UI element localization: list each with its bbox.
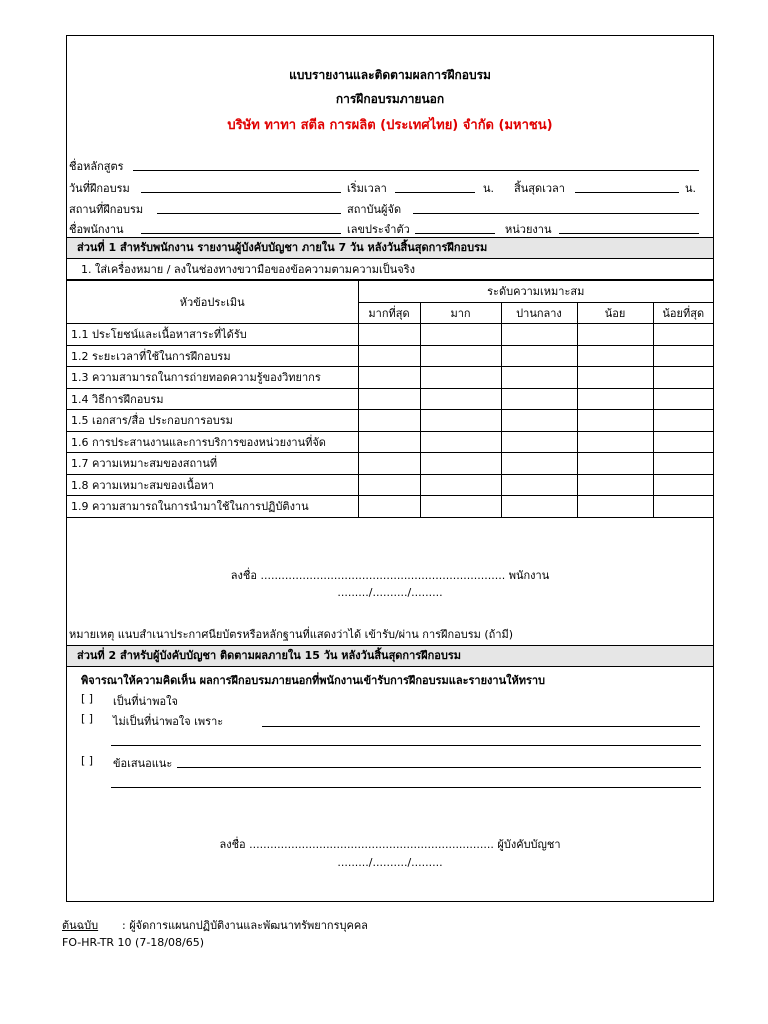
- rating-cell[interactable]: [358, 388, 420, 410]
- item-label: 1.7 ความเหมาะสมของสถานที่: [67, 453, 358, 475]
- rating-cell[interactable]: [358, 367, 420, 389]
- rating-cell[interactable]: [653, 431, 713, 453]
- sign-label: ลงชื่อ: [230, 569, 257, 582]
- item-label: 1.2 ระยะเวลาที่ใช้ในการฝึกอบรม: [67, 345, 358, 367]
- organizer-label: สถาบันผู้จัด: [347, 203, 402, 216]
- rating-cell[interactable]: [420, 431, 501, 453]
- rating-cell[interactable]: [358, 345, 420, 367]
- start-hour-unit: น.: [483, 182, 495, 195]
- rating-cell[interactable]: [653, 410, 713, 432]
- level-col: ปานกลาง: [501, 302, 577, 324]
- rating-cell[interactable]: [653, 324, 713, 346]
- end-hour-unit: น.: [685, 182, 697, 195]
- checkbox-satisfied[interactable]: [ ]: [81, 692, 94, 705]
- rating-cell[interactable]: [501, 431, 577, 453]
- rating-cell[interactable]: [577, 431, 653, 453]
- rating-cell[interactable]: [358, 324, 420, 346]
- table-row: [67, 453, 713, 475]
- rating-cell[interactable]: [577, 453, 653, 475]
- option-unsatisfied: ไม่เป็นที่น่าพอใจ เพราะ: [113, 715, 224, 728]
- employee-label: ชื่อพนักงาน: [69, 223, 124, 236]
- table-row: [67, 431, 713, 453]
- rating-cell[interactable]: [358, 496, 420, 518]
- rating-cell[interactable]: [501, 345, 577, 367]
- rating-cell[interactable]: [358, 474, 420, 496]
- topic-header: หัวข้อประเมิน: [67, 281, 358, 324]
- item-label: 1.6 การประสานงานและการบริการของหน่วยงานที่จัด: [67, 431, 358, 453]
- form-code: FO-HR-TR 10 (7-18/08/65): [62, 936, 204, 949]
- part1-instruction: 1. ใส่เครื่องหมาย / ลงในช่องทางขวามือของข้อความตามความเป็นจริง: [67, 259, 713, 280]
- checkbox-unsatisfied[interactable]: [ ]: [81, 712, 94, 725]
- sign-label: ลงชื่อ: [219, 838, 246, 851]
- start-time-label: เริ่มเวลา: [347, 182, 387, 195]
- checkbox-suggestion[interactable]: [ ]: [81, 754, 94, 767]
- level-col: มาก: [420, 302, 501, 324]
- department-field[interactable]: [559, 233, 699, 234]
- table-row: [67, 388, 713, 410]
- rating-cell[interactable]: [358, 431, 420, 453]
- rating-cell[interactable]: [577, 388, 653, 410]
- suggestion-field-line2[interactable]: [111, 787, 701, 788]
- table-row: [67, 345, 713, 367]
- level-col: น้อยที่สุด: [653, 302, 713, 324]
- place-field[interactable]: [157, 213, 341, 214]
- organizer-field[interactable]: [413, 213, 699, 214]
- rating-cell[interactable]: [358, 453, 420, 475]
- rating-cell[interactable]: [501, 367, 577, 389]
- rating-cell[interactable]: [420, 474, 501, 496]
- part2-heading: ส่วนที่ 2 สำหรับผู้บังคับบัญชา ติดตามผลภายใน 15 วัน หลังวันสิ้นสุดการฝึกอบรม: [67, 645, 713, 667]
- form-subtitle: การฝึกอบรมภายนอก: [335, 92, 445, 106]
- reason-field-line2[interactable]: [111, 745, 701, 746]
- rating-cell[interactable]: [501, 496, 577, 518]
- table-row: [67, 410, 713, 432]
- rating-cell[interactable]: [577, 367, 653, 389]
- item-label: 1.1 ประโยชน์และเนื้อหาสาระที่ได้รับ: [67, 324, 358, 346]
- option-suggestion: ข้อเสนอแนะ: [113, 757, 173, 770]
- form-title: แบบรายงานและติดตามผลการฝึกอบรม: [289, 68, 491, 82]
- company-name: บริษัท ทาทา สตีล การผลิต (ประเทศไทย) จำกัด (มหาชน): [227, 118, 553, 133]
- rating-cell[interactable]: [501, 453, 577, 475]
- course-label: ชื่อหลักสูตร: [69, 160, 124, 173]
- rating-cell[interactable]: [501, 388, 577, 410]
- reason-field[interactable]: [262, 726, 700, 727]
- rating-cell[interactable]: [577, 410, 653, 432]
- rating-cell[interactable]: [420, 496, 501, 518]
- level-col: มากที่สุด: [358, 302, 420, 324]
- course-field[interactable]: [133, 170, 699, 171]
- rating-cell[interactable]: [577, 496, 653, 518]
- option-satisfied: เป็นที่น่าพอใจ: [113, 695, 178, 708]
- rating-cell[interactable]: [653, 496, 713, 518]
- employee-signature-line[interactable]: [67, 566, 713, 584]
- part1-heading: ส่วนที่ 1 สำหรับพนักงาน รายงานผู้บังคับบัญชา ภายใน 7 วัน หลังวันสิ้นสุดการฝึกอบรม: [67, 237, 713, 259]
- rating-cell[interactable]: [501, 324, 577, 346]
- original-label: ต้นฉบับ: [62, 919, 99, 932]
- rating-cell[interactable]: [420, 367, 501, 389]
- rating-cell[interactable]: [653, 367, 713, 389]
- sign-dots: ......................................................................: [249, 838, 494, 851]
- supervisor-sign-date[interactable]: ........./........../.........: [337, 856, 443, 869]
- employee-id-label: เลขประจำตัว: [347, 223, 410, 236]
- sign-dots: ......................................................................: [260, 569, 506, 582]
- part2-instruction: พิจารณาให้ความคิดเห็น ผลการฝึกอบรมภายนอกที่พนักงานเข้ารับการฝึกอบรมและรายงานให้ทราบ: [81, 674, 546, 687]
- rating-cell[interactable]: [501, 410, 577, 432]
- date-label: วันที่ฝึกอบรม: [69, 182, 130, 195]
- end-time-field[interactable]: [575, 192, 679, 193]
- rating-cell[interactable]: [420, 324, 501, 346]
- rating-cell[interactable]: [358, 410, 420, 432]
- rating-cell[interactable]: [653, 388, 713, 410]
- date-field[interactable]: [141, 192, 341, 193]
- rating-cell[interactable]: [577, 345, 653, 367]
- rating-cell[interactable]: [420, 388, 501, 410]
- level-header: ระดับความเหมาะสม: [358, 281, 713, 303]
- end-time-label: สิ้นสุดเวลา: [514, 182, 565, 195]
- original-value: : ผู้จัดการแผนกปฏิบัติงานและพัฒนาทรัพยากรบุคคล: [122, 919, 368, 932]
- evaluation-table: [67, 280, 713, 518]
- item-label: 1.8 ความเหมาะสมของเนื้อหา: [67, 474, 358, 496]
- sign-role: พนักงาน: [508, 569, 550, 582]
- rating-cell[interactable]: [501, 474, 577, 496]
- table-row: [67, 367, 713, 389]
- item-label: 1.9 ความสามารถในการนำมาใช้ในการปฏิบัติงาน: [67, 496, 358, 518]
- sign-role: ผู้บังคับบัญชา: [497, 838, 561, 851]
- rating-cell[interactable]: [577, 324, 653, 346]
- level-col: น้อย: [577, 302, 653, 324]
- employee-id-field[interactable]: [415, 233, 495, 234]
- rating-cell[interactable]: [420, 453, 501, 475]
- suggestion-field[interactable]: [177, 767, 701, 768]
- form-frame: [66, 35, 714, 902]
- employee-sign-date[interactable]: ........./........../.........: [337, 586, 443, 599]
- rating-cell[interactable]: [653, 453, 713, 475]
- table-row: [67, 496, 713, 518]
- rating-cell[interactable]: [420, 345, 501, 367]
- department-label: หน่วยงาน: [505, 223, 552, 236]
- item-label: 1.5 เอกสาร/สื่อ ประกอบการอบรม: [67, 410, 358, 432]
- rating-cell[interactable]: [653, 345, 713, 367]
- employee-field[interactable]: [141, 233, 341, 234]
- note: หมายเหตุ แนบสำเนาประกาศนียบัตรหรือหลักฐานที่แสดงว่าได้ เข้ารับ/ผ่าน การฝึกอบรม (ถ้ามี): [69, 628, 514, 641]
- rating-cell[interactable]: [577, 474, 653, 496]
- start-time-field[interactable]: [395, 192, 475, 193]
- rating-cell[interactable]: [420, 410, 501, 432]
- place-label: สถานที่ฝึกอบรม: [69, 203, 144, 216]
- supervisor-signature-line[interactable]: [67, 835, 713, 853]
- item-label: 1.4 วิธีการฝึกอบรม: [67, 388, 358, 410]
- table-row: [67, 324, 713, 346]
- item-label: 1.3 ความสามารถในการถ่ายทอดความรู้ของวิทยากร: [67, 367, 358, 389]
- rating-cell[interactable]: [653, 474, 713, 496]
- table-row: [67, 474, 713, 496]
